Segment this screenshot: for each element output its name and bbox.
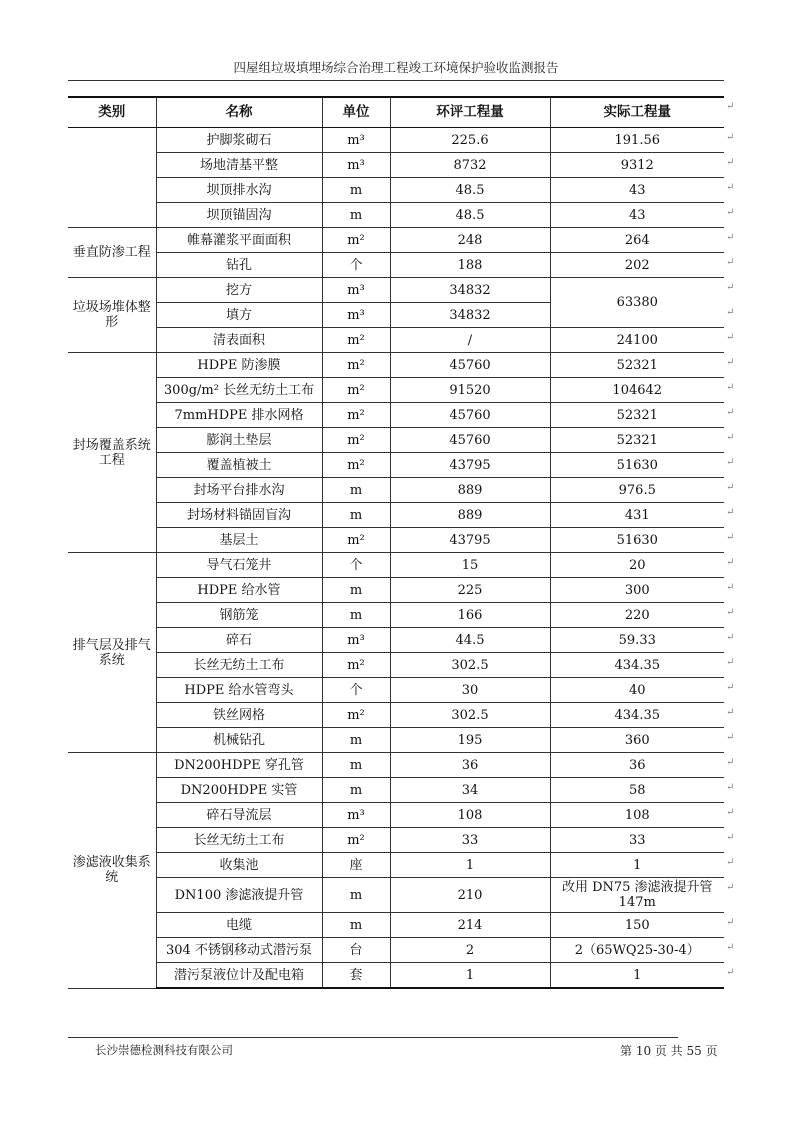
table-row xyxy=(68,728,724,753)
item-planned: 45760 xyxy=(390,428,550,453)
item-name: 304 不锈钢移动式潜污泵 xyxy=(156,938,322,963)
paragraph-mark-icon: ↵ xyxy=(726,231,735,243)
item-planned: 91520 xyxy=(390,378,550,403)
item-actual: 220 xyxy=(550,603,724,628)
category-cell: 垃圾场堆体整形 xyxy=(68,278,156,353)
item-name: 钻孔 xyxy=(156,253,322,278)
table-row xyxy=(68,428,724,453)
item-planned: 34 xyxy=(390,778,550,803)
footer-page-number: 第 10 页 共 55 页 xyxy=(620,1044,718,1058)
table-row xyxy=(68,528,724,553)
item-planned: 248 xyxy=(390,228,550,253)
item-name: 电缆 xyxy=(156,913,322,938)
item-name: 封场材料锚固盲沟 xyxy=(156,503,322,528)
item-planned: 195 xyxy=(390,728,550,753)
paragraph-mark-icon: ↵ xyxy=(726,606,735,618)
item-unit: m xyxy=(322,578,390,603)
item-unit: 套 xyxy=(322,963,390,989)
paragraph-mark-icon: ↵ xyxy=(726,806,735,818)
paragraph-mark-icon: ↵ xyxy=(726,506,735,518)
paragraph-mark-icon: ↵ xyxy=(726,406,735,418)
item-name: 坝顶排水沟 xyxy=(156,178,322,203)
header-rule xyxy=(68,80,724,81)
item-name: 铁丝网格 xyxy=(156,703,322,728)
item-unit: m xyxy=(322,778,390,803)
table-row xyxy=(68,378,724,403)
item-name: 覆盖植被土 xyxy=(156,453,322,478)
item-unit: m³ xyxy=(322,803,390,828)
item-actual: 434.35 xyxy=(550,703,724,728)
quantities-table xyxy=(68,96,724,989)
item-actual: 36 xyxy=(550,753,724,778)
paragraph-mark-icon: ↵ xyxy=(726,256,735,268)
item-name: 钢筋笼 xyxy=(156,603,322,628)
item-name: 碎石 xyxy=(156,628,322,653)
item-name: 收集池 xyxy=(156,853,322,878)
item-actual: 2（65WQ25-30-4） xyxy=(550,938,724,963)
item-planned: 2 xyxy=(390,938,550,963)
item-name: 基层土 xyxy=(156,528,322,553)
item-unit: m² xyxy=(322,528,390,553)
paragraph-mark-icon: ↵ xyxy=(726,831,735,843)
paragraph-mark-icon: ↵ xyxy=(726,881,735,893)
item-actual: 104642 xyxy=(550,378,724,403)
item-actual: 40 xyxy=(550,678,724,703)
item-unit: m xyxy=(322,728,390,753)
table-row xyxy=(68,453,724,478)
header-unit: 单位 xyxy=(322,97,390,128)
table-row xyxy=(68,278,724,303)
item-unit: m² xyxy=(322,353,390,378)
item-unit: m³ xyxy=(322,153,390,178)
item-name: 场地清基平整 xyxy=(156,153,322,178)
item-name: 清表面积 xyxy=(156,328,322,353)
item-name: 帷幕灌浆平面面积 xyxy=(156,228,322,253)
paragraph-mark-icon: ↵ xyxy=(726,916,735,928)
item-planned: 166 xyxy=(390,603,550,628)
item-unit: m³ xyxy=(322,278,390,303)
item-actual: 300 xyxy=(550,578,724,603)
item-planned: 45760 xyxy=(390,353,550,378)
item-unit: m² xyxy=(322,453,390,478)
item-name: HDPE 给水管 xyxy=(156,578,322,603)
table-row xyxy=(68,628,724,653)
item-name: DN200HDPE 实管 xyxy=(156,778,322,803)
paragraph-mark-icon: ↵ xyxy=(726,381,735,393)
table-row xyxy=(68,653,724,678)
header-category: 类别 xyxy=(68,97,156,128)
table-row xyxy=(68,578,724,603)
paragraph-mark-icon: ↵ xyxy=(726,456,735,468)
item-name: HDPE 给水管弯头 xyxy=(156,678,322,703)
item-unit: m xyxy=(322,753,390,778)
item-planned: 214 xyxy=(390,913,550,938)
item-planned: 889 xyxy=(390,478,550,503)
item-planned: 48.5 xyxy=(390,178,550,203)
item-unit: m² xyxy=(322,328,390,353)
table-row xyxy=(68,203,724,228)
item-actual: 9312 xyxy=(550,153,724,178)
paragraph-mark-icon: ↵ xyxy=(726,101,735,112)
item-planned: 889 xyxy=(390,503,550,528)
item-planned: 48.5 xyxy=(390,203,550,228)
header-actual: 实际工程量 xyxy=(550,97,724,128)
table-row xyxy=(68,878,724,913)
paragraph-mark-icon: ↵ xyxy=(726,966,735,978)
item-planned: 188 xyxy=(390,253,550,278)
item-planned: 34832 xyxy=(390,278,550,303)
item-unit: m² xyxy=(322,228,390,253)
item-name: 护脚浆砌石 xyxy=(156,128,322,153)
item-unit: m² xyxy=(322,428,390,453)
footer-rule xyxy=(68,1037,678,1038)
item-unit: 个 xyxy=(322,253,390,278)
table-row xyxy=(68,703,724,728)
paragraph-mark-icon: ↵ xyxy=(726,556,735,568)
item-name: 300g/m² 长丝无纺土工布 xyxy=(156,378,322,403)
item-actual: 改用 DN75 渗滤液提升管 147m xyxy=(550,878,724,913)
item-unit: m² xyxy=(322,703,390,728)
item-unit: m² xyxy=(322,828,390,853)
paragraph-mark-icon: ↵ xyxy=(726,131,735,143)
item-actual: 52321 xyxy=(550,353,724,378)
item-name: 长丝无纺土工布 xyxy=(156,653,322,678)
item-unit: m² xyxy=(322,378,390,403)
paragraph-mark-icon: ↵ xyxy=(726,756,735,768)
item-unit: m³ xyxy=(322,128,390,153)
table-row xyxy=(68,228,724,253)
item-name: 潜污泵液位计及配电箱 xyxy=(156,963,322,989)
item-planned: 33 xyxy=(390,828,550,853)
table-row xyxy=(68,503,724,528)
item-actual: 58 xyxy=(550,778,724,803)
item-name: DN200HDPE 穿孔管 xyxy=(156,753,322,778)
item-name: 导气石笼井 xyxy=(156,553,322,578)
category-cell: 渗滤液收集系统 xyxy=(68,753,156,989)
item-actual: 52321 xyxy=(550,428,724,453)
item-actual: 202 xyxy=(550,253,724,278)
item-actual: 434.35 xyxy=(550,653,724,678)
item-unit: m³ xyxy=(322,628,390,653)
document-header-title: 四屋组垃圾填埋场综合治理工程竣工环境保护验收监测报告 xyxy=(233,60,559,75)
category-cell-empty xyxy=(68,128,156,228)
paragraph-mark-icon: ↵ xyxy=(726,281,735,293)
item-actual: 63380 xyxy=(550,278,724,328)
item-name: 填方 xyxy=(156,303,322,328)
item-planned: 225 xyxy=(390,578,550,603)
item-unit: 个 xyxy=(322,553,390,578)
paragraph-mark-icon: ↵ xyxy=(726,531,735,543)
category-cell: 封场覆盖系统工程 xyxy=(68,353,156,553)
item-unit: m² xyxy=(322,403,390,428)
table-row xyxy=(68,153,724,178)
item-actual: 51630 xyxy=(550,528,724,553)
item-planned: 210 xyxy=(390,878,550,913)
paragraph-mark-icon: ↵ xyxy=(726,656,735,668)
item-planned: 30 xyxy=(390,678,550,703)
item-unit: m xyxy=(322,503,390,528)
item-name: 挖方 xyxy=(156,278,322,303)
item-actual: 150 xyxy=(550,913,724,938)
item-name: 长丝无纺土工布 xyxy=(156,828,322,853)
table-row xyxy=(68,803,724,828)
table-row xyxy=(68,178,724,203)
item-unit: m xyxy=(322,878,390,913)
item-actual: 33 xyxy=(550,828,724,853)
item-planned: 302.5 xyxy=(390,653,550,678)
table-row xyxy=(68,128,724,153)
item-unit: 台 xyxy=(322,938,390,963)
item-planned: 43795 xyxy=(390,453,550,478)
table-row xyxy=(68,778,724,803)
table-row xyxy=(68,478,724,503)
item-actual: 43 xyxy=(550,203,724,228)
paragraph-mark-icon: ↵ xyxy=(726,856,735,868)
item-actual: 431 xyxy=(550,503,724,528)
paragraph-mark-icon: ↵ xyxy=(726,156,735,168)
item-unit: m xyxy=(322,178,390,203)
item-actual: 59.33 xyxy=(550,628,724,653)
item-name: DN100 渗滤液提升管 xyxy=(156,878,322,913)
item-unit: m xyxy=(322,603,390,628)
item-actual: 191.56 xyxy=(550,128,724,153)
item-unit: m² xyxy=(322,653,390,678)
item-actual: 1 xyxy=(550,853,724,878)
item-planned: 1 xyxy=(390,853,550,878)
item-actual: 108 xyxy=(550,803,724,828)
item-unit: 座 xyxy=(322,853,390,878)
paragraph-mark-icon: ↵ xyxy=(726,356,735,368)
item-actual: 24100 xyxy=(550,328,724,353)
paragraph-mark-icon: ↵ xyxy=(726,206,735,218)
item-name: 坝顶锚固沟 xyxy=(156,203,322,228)
item-unit: m xyxy=(322,913,390,938)
paragraph-mark-icon: ↵ xyxy=(726,306,735,318)
item-actual: 360 xyxy=(550,728,724,753)
header-planned: 环评工程量 xyxy=(390,97,550,128)
table-row xyxy=(68,678,724,703)
table-header-row xyxy=(68,97,724,128)
paragraph-mark-icon: ↵ xyxy=(726,631,735,643)
paragraph-mark-icon: ↵ xyxy=(726,181,735,193)
paragraph-mark-icon: ↵ xyxy=(726,731,735,743)
item-planned: 15 xyxy=(390,553,550,578)
item-actual: 976.5 xyxy=(550,478,724,503)
item-planned: 302.5 xyxy=(390,703,550,728)
table-row xyxy=(68,913,724,938)
item-planned: 225.6 xyxy=(390,128,550,153)
paragraph-mark-icon: ↵ xyxy=(726,431,735,443)
item-planned: 1 xyxy=(390,963,550,989)
item-actual: 52321 xyxy=(550,403,724,428)
item-name: 膨润土垫层 xyxy=(156,428,322,453)
item-planned: 43795 xyxy=(390,528,550,553)
item-name: 7mmHDPE 排水网格 xyxy=(156,403,322,428)
table-row xyxy=(68,328,724,353)
item-actual: 1 xyxy=(550,963,724,989)
item-unit: m³ xyxy=(322,303,390,328)
paragraph-mark-icon: ↵ xyxy=(726,481,735,493)
footer-company: 长沙崇德检测科技有限公司 xyxy=(95,1043,233,1057)
table-row xyxy=(68,353,724,378)
table-row xyxy=(68,853,724,878)
table-row xyxy=(68,253,724,278)
table-row xyxy=(68,753,724,778)
item-name: 封场平台排水沟 xyxy=(156,478,322,503)
item-planned: 44.5 xyxy=(390,628,550,653)
item-actual: 20 xyxy=(550,553,724,578)
category-cell: 垂直防渗工程 xyxy=(68,228,156,278)
item-planned: 8732 xyxy=(390,153,550,178)
paragraph-mark-icon: ↵ xyxy=(726,706,735,718)
item-actual: 51630 xyxy=(550,453,724,478)
item-actual: 43 xyxy=(550,178,724,203)
table-row xyxy=(68,938,724,963)
item-name: 碎石导流层 xyxy=(156,803,322,828)
item-planned: 34832 xyxy=(390,303,550,328)
category-cell: 排气层及排气系统 xyxy=(68,553,156,753)
paragraph-mark-icon: ↵ xyxy=(726,941,735,953)
paragraph-mark-icon: ↵ xyxy=(726,781,735,793)
item-planned: 36 xyxy=(390,753,550,778)
paragraph-mark-icon: ↵ xyxy=(726,581,735,593)
item-planned: / xyxy=(390,328,550,353)
table-row xyxy=(68,403,724,428)
item-actual: 264 xyxy=(550,228,724,253)
paragraph-mark-icon: ↵ xyxy=(726,331,735,343)
item-name: 机械钻孔 xyxy=(156,728,322,753)
item-name: HDPE 防渗膜 xyxy=(156,353,322,378)
item-unit: m xyxy=(322,203,390,228)
table-row xyxy=(68,603,724,628)
table-row xyxy=(68,828,724,853)
paragraph-mark-icon: ↵ xyxy=(726,681,735,693)
header-name: 名称 xyxy=(156,97,322,128)
item-planned: 45760 xyxy=(390,403,550,428)
item-unit: 个 xyxy=(322,678,390,703)
table-row xyxy=(68,963,724,989)
item-planned: 108 xyxy=(390,803,550,828)
table-row xyxy=(68,553,724,578)
item-unit: m xyxy=(322,478,390,503)
